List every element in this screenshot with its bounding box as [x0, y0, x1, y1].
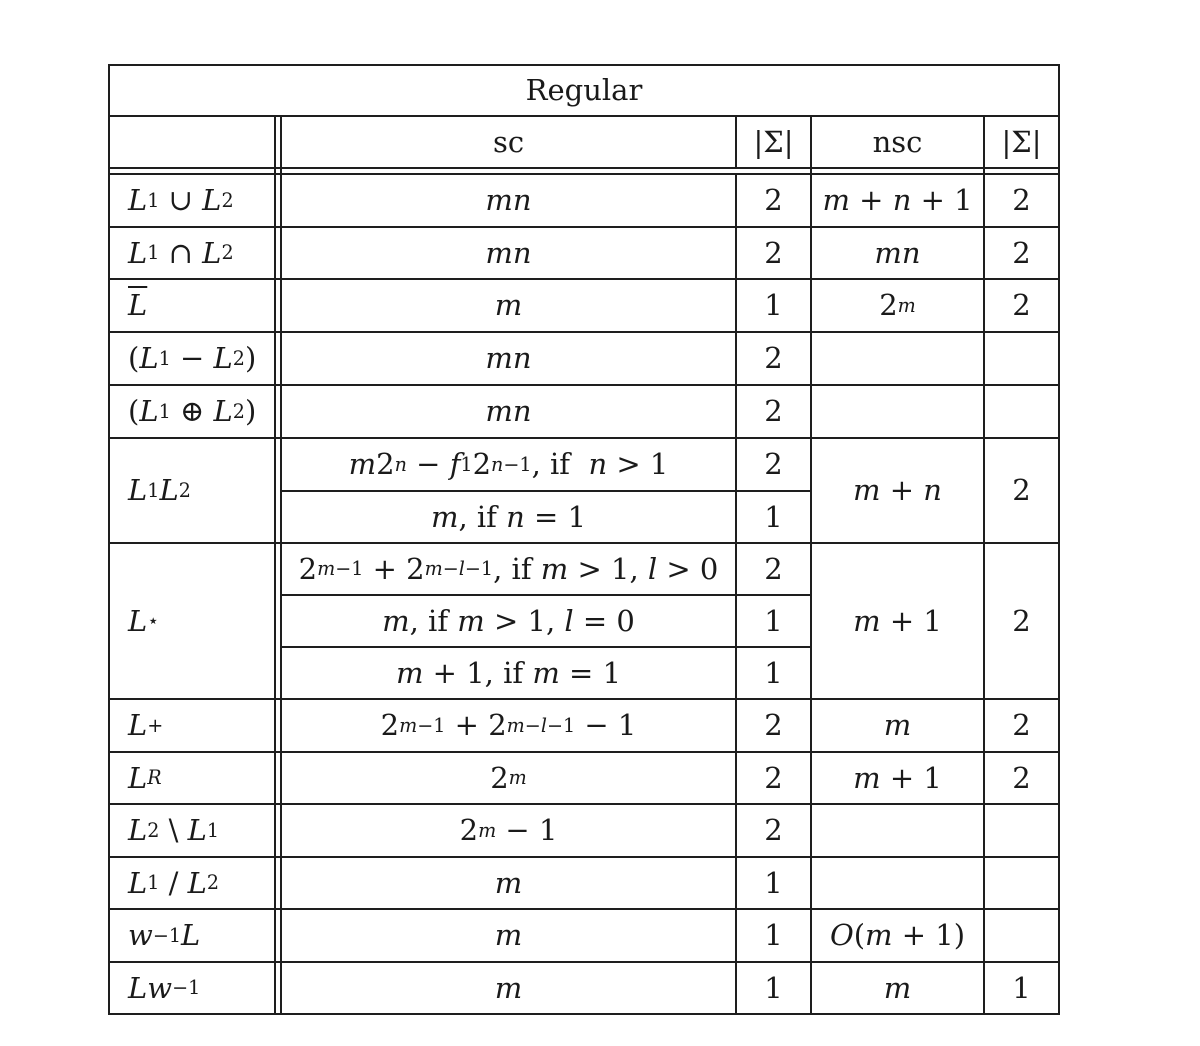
sc-sigma-star-1: 2: [764, 551, 783, 586]
sc-star-1: 2 m−1 + 2 m−l−1 , if m > 1, l > 0: [298, 551, 719, 586]
sc-union: mn: [485, 183, 532, 217]
header-nsc: nsc: [872, 124, 923, 159]
nsc-right-word-quotient: m: [883, 970, 912, 1005]
sc-complement: m: [494, 288, 523, 322]
op-left-word-quotient: w −1 L: [128, 918, 201, 952]
op-symmetric-difference: ( L 1 ⊕ L 2 ): [128, 394, 257, 428]
sc-sigma-union: 2: [764, 183, 783, 217]
nsc-complement: 2 m: [879, 288, 916, 322]
nsc-star: m + 1: [853, 603, 942, 638]
nsc-union: m + n + 1: [822, 183, 973, 217]
sc-sigma-complement: 1: [764, 288, 783, 322]
table-title: Regular: [525, 73, 643, 107]
nsc-sigma-union: 2: [1012, 183, 1031, 217]
nsc-sigma-concatenation: 2: [1012, 473, 1031, 507]
header-nsc-alphabet: |Σ|: [1001, 124, 1042, 159]
sc-sigma-concatenation-2: 1: [764, 499, 783, 534]
nsc-intersection: mn: [874, 235, 921, 270]
sc-intersection: mn: [485, 235, 532, 270]
op-reversal: L R: [128, 760, 162, 795]
sc-difference: mn: [485, 341, 532, 375]
sc-symmetric-difference: mn: [485, 394, 532, 428]
op-complement: $\overline{L}$: [128, 288, 148, 322]
nsc-reversal: m + 1: [853, 760, 942, 795]
op-union: L 1 ∪ L 2: [128, 183, 234, 217]
op-intersection: L 1 ∩ L 2: [128, 235, 234, 270]
nsc-plus: m: [883, 708, 912, 742]
nsc-sigma-right-word-quotient: 1: [1012, 970, 1031, 1005]
sc-right-word-quotient: m: [494, 970, 523, 1005]
sc-sigma-intersection: 2: [764, 235, 783, 270]
op-right-quotient: L 1 / L 2: [128, 865, 220, 900]
sc-sigma-star-3: 1: [764, 655, 783, 690]
sc-left-quotient: 2 m − 1: [459, 813, 558, 847]
sc-plus: 2 m−1 + 2 m−l−1 − 1: [380, 708, 637, 742]
sc-sigma-right-quotient: 1: [764, 865, 783, 900]
sc-sigma-concatenation-1: 2: [764, 447, 783, 481]
rule-bottom: [108, 1013, 1060, 1015]
op-right-word-quotient: Lw −1: [128, 970, 201, 1005]
nsc-sigma-complement: 2: [1012, 288, 1031, 322]
rule-header-bottom-1: [108, 167, 1060, 169]
nsc-sigma-star: 2: [1012, 603, 1031, 638]
sc-sigma-difference: 2: [764, 341, 783, 375]
sc-sigma-reversal: 2: [764, 760, 783, 795]
op-left-quotient: L 2 \ L 1: [128, 813, 220, 847]
rule-right: [1058, 64, 1060, 1015]
op-plus: L +: [128, 708, 164, 742]
sc-sigma-star-2: 1: [764, 603, 783, 638]
nsc-left-word-quotient: O ( m + 1): [829, 918, 966, 952]
sc-sigma-right-word-quotient: 1: [764, 970, 783, 1005]
sc-sigma-left-word-quotient: 1: [764, 918, 783, 952]
sc-reversal: 2 m: [490, 760, 527, 795]
nsc-sigma-intersection: 2: [1012, 235, 1031, 270]
rule-op-1: [274, 115, 276, 1015]
complexity-table: [108, 64, 1060, 1016]
sc-sigma-symmetric-difference: 2: [764, 394, 783, 428]
sc-star-3: m + 1, if m = 1: [395, 655, 622, 690]
header-sc-alphabet: |Σ|: [753, 124, 794, 159]
header-sc: sc: [492, 124, 525, 159]
sc-right-quotient: m: [494, 865, 523, 900]
sc-sigma-plus: 2: [764, 708, 783, 742]
sc-sigma-left-quotient: 2: [764, 813, 783, 847]
sc-concatenation-1: m 2 n − f 1 2 n−1 , if n > 1: [348, 447, 669, 481]
op-difference: ( L 1 − L 2 ): [128, 341, 257, 375]
sc-left-word-quotient: m: [494, 918, 523, 952]
op-concatenation: L 1 L 2: [128, 473, 191, 507]
nsc-sigma-reversal: 2: [1012, 760, 1031, 795]
sc-star-2: m , if m > 1, l = 0: [382, 603, 635, 638]
op-star: L ⋆: [128, 603, 160, 638]
nsc-sigma-plus: 2: [1012, 708, 1031, 742]
sc-concatenation-2: m , if n = 1: [430, 499, 587, 534]
nsc-concatenation: m + n: [853, 473, 942, 507]
